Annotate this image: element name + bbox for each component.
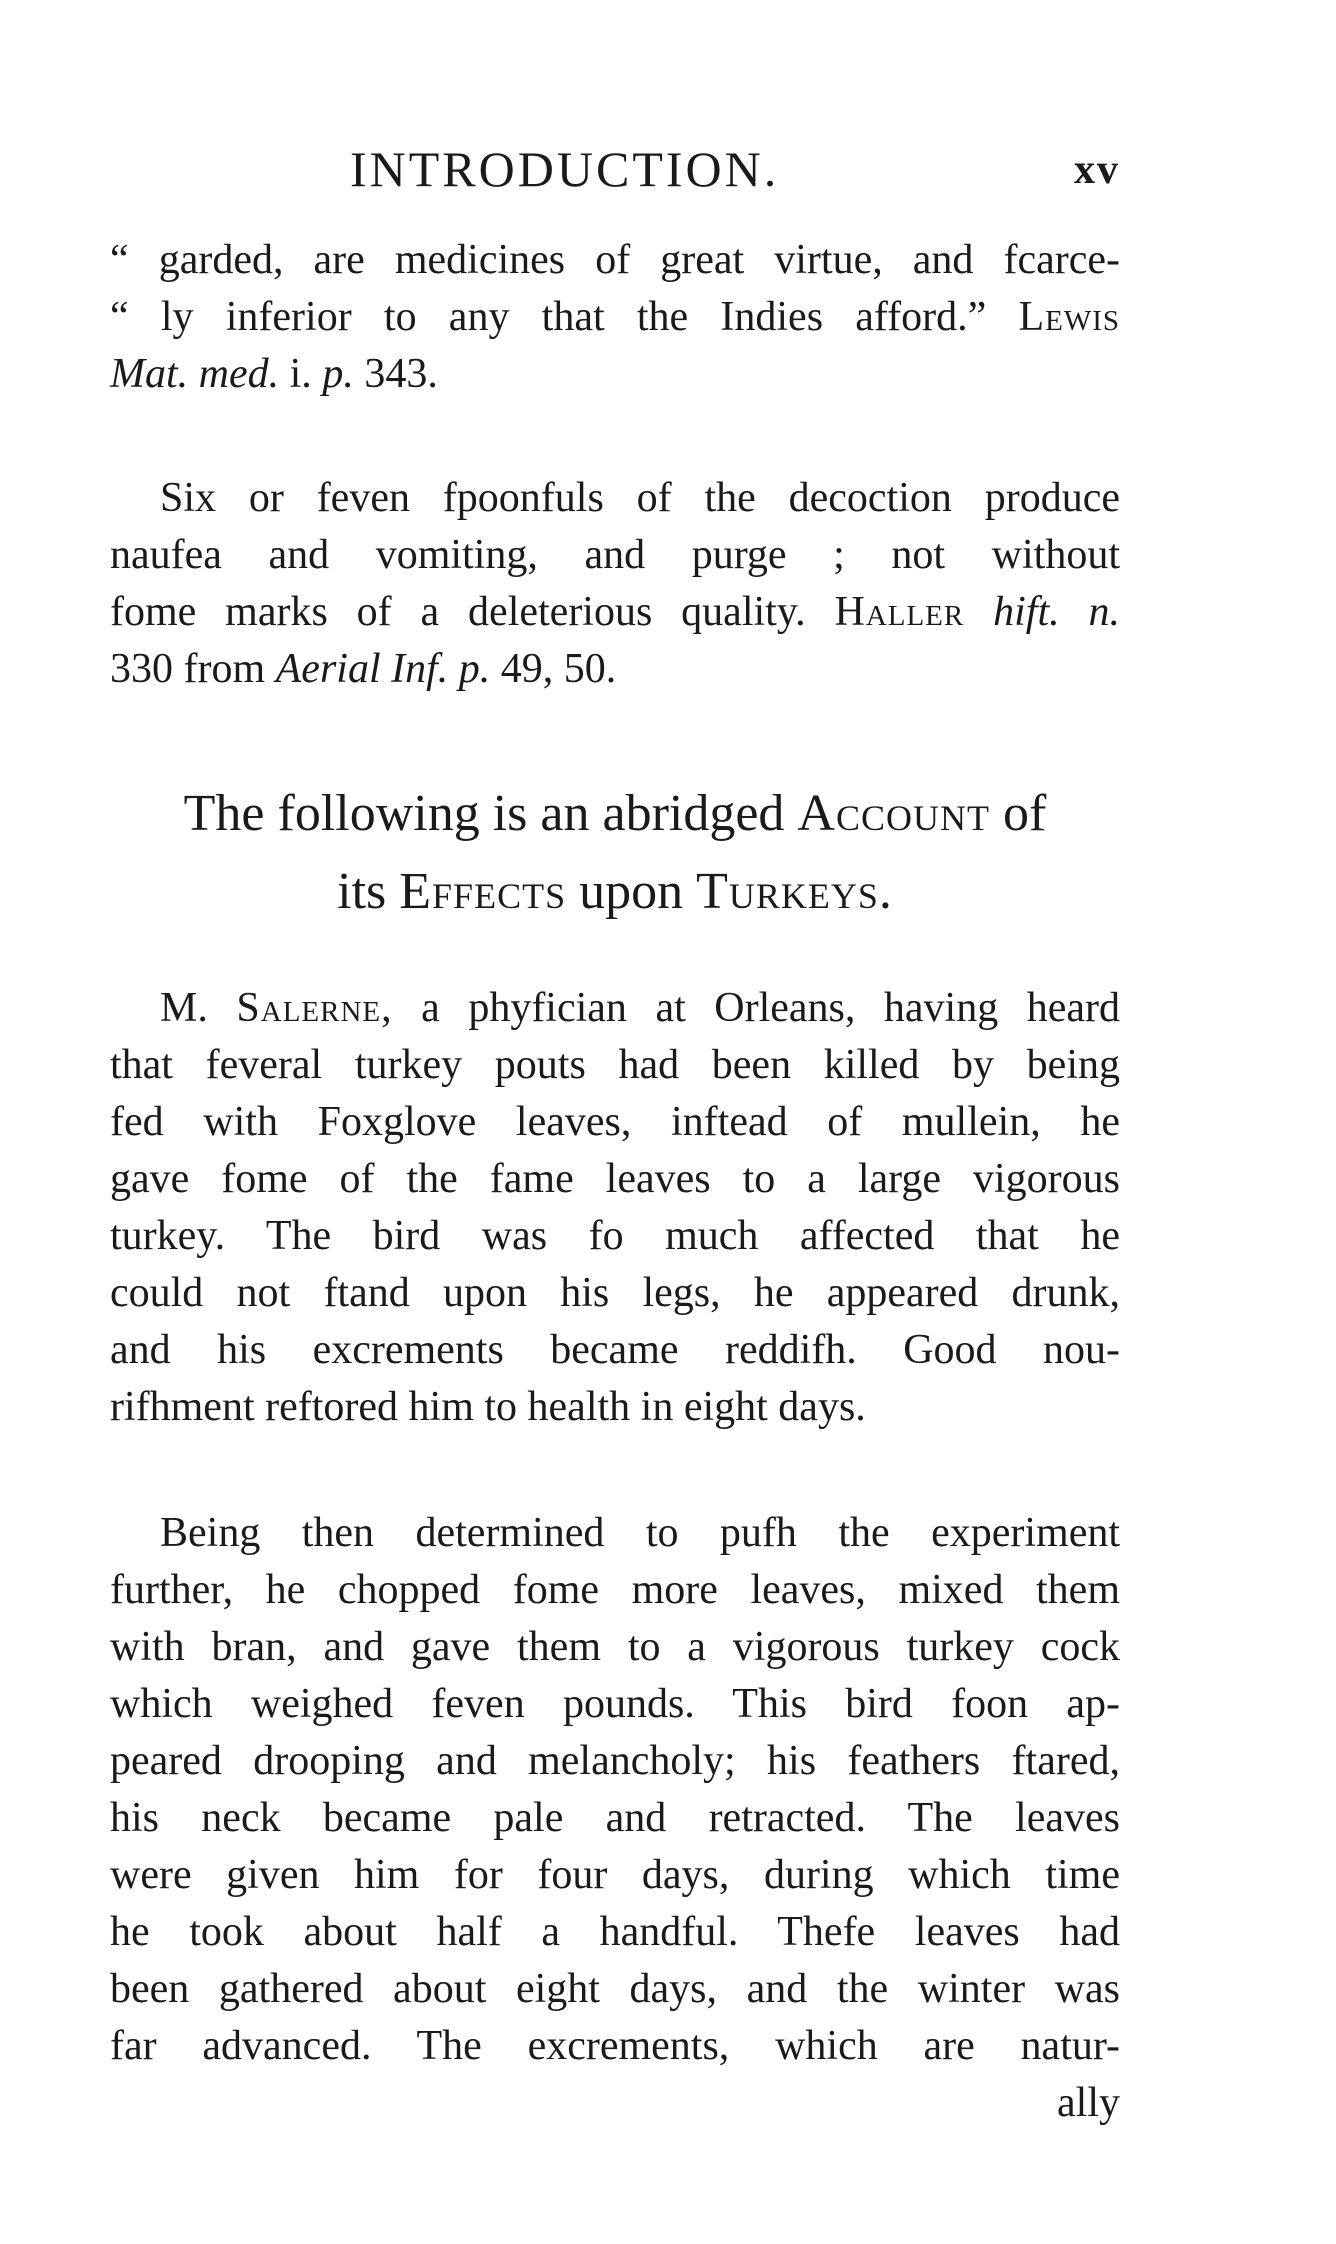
- running-header: [110, 140, 1120, 200]
- heading-turkeys: Turkeys.: [696, 863, 893, 920]
- paragraph1-line-4-start: 330 from: [110, 646, 266, 692]
- paragraph3-line-8: he took about half a handful. Thefe leaves had: [110, 1909, 1120, 1955]
- paragraph1-line-3: [110, 584, 1120, 641]
- paragraph1-author: Haller: [834, 589, 965, 635]
- quotation-paragraph: [110, 232, 1120, 403]
- quote-author: Lewis: [1018, 294, 1121, 340]
- heading-account: Account: [797, 785, 990, 842]
- paragraph-decoction: [110, 470, 1120, 698]
- section-heading: [110, 775, 1120, 931]
- heading-line-1-start: The following is an abridged: [183, 785, 785, 842]
- paragraph2-line-2: that feveral turkey pouts had been killed by being: [110, 1042, 1120, 1088]
- paragraph-salerne: [110, 980, 1120, 1436]
- paragraph2-line-6: could not ftand upon his legs, he appeared drunk,: [110, 1270, 1120, 1316]
- paragraph3-line-7: were given him for four days, during which time: [110, 1852, 1120, 1898]
- paragraph-experiment: [110, 1505, 1120, 2132]
- paragraph2-line-7: and his excrements became reddifh. Good nou-: [110, 1327, 1120, 1373]
- paragraph3-line-3: with bran, and gave them to a vigorous turkey cock: [110, 1624, 1120, 1670]
- paragraph3-line-2: further, he chopped fome more leaves, mixed them: [110, 1567, 1120, 1613]
- paragraph3-line-9: been gathered about eight days, and the winter was: [110, 1966, 1120, 2012]
- quote-page-abbrev: p.: [322, 351, 354, 397]
- quote-line-3: [110, 346, 1120, 403]
- paragraph2-m: M.: [160, 985, 208, 1031]
- paragraph2-line-1: [110, 980, 1120, 1037]
- running-title: INTRODUCTION.: [350, 141, 780, 197]
- quote-page-number: 343.: [364, 351, 438, 397]
- paragraph2-line-8: rifhment reftored him to health in eight days.: [110, 1384, 866, 1430]
- paragraph2-line-1-rest: a phyfician at Orleans, having heard: [421, 985, 1121, 1031]
- quote-line-1: “ garded, are medicines of great virtue, and fcarce-: [110, 237, 1120, 283]
- paragraph3-line-6: his neck became pale and retracted. The leaves: [110, 1795, 1120, 1841]
- paragraph2-line-4: gave fome of the fame leaves to a large vigorous: [110, 1156, 1120, 1202]
- paragraph1-pages: 49, 50.: [500, 646, 617, 692]
- heading-line-2: [110, 853, 1120, 931]
- paragraph2-line-3: fed with Foxglove leaves, inftead of mullein, he: [110, 1099, 1120, 1145]
- heading-upon: upon: [579, 863, 684, 920]
- quote-line-2: [110, 289, 1120, 346]
- paragraph3-line-4: which weighed feven pounds. This bird foon ap-: [110, 1681, 1120, 1727]
- paragraph1-line-2: naufea and vomiting, and purge ; not without: [110, 532, 1120, 578]
- paragraph1-ref: hift. n.: [993, 589, 1121, 635]
- heading-its: its: [337, 863, 387, 920]
- heading-line-1: [110, 775, 1120, 853]
- paragraph3-line-10: far advanced. The excrements, which are natur-: [110, 2023, 1120, 2069]
- paragraph3-line-5: peared drooping and melancholy; his feathers ftared,: [110, 1738, 1120, 1784]
- paragraph1-line-3-text: fome marks of a deleterious quality.: [110, 589, 806, 635]
- page-number: xv: [1074, 147, 1120, 193]
- paragraph2-line-5: turkey. The bird was fo much affected that he: [110, 1213, 1120, 1259]
- paragraph1-page-abbrev: p.: [458, 646, 491, 692]
- quote-source: Mat. med.: [110, 351, 280, 397]
- paragraph1-source: Aerial Inf.: [275, 646, 449, 692]
- quote-volume: i.: [289, 351, 312, 397]
- heading-line-1-end: of: [1002, 785, 1047, 842]
- paragraph1-line-4: [110, 641, 1120, 698]
- quote-line-2-text: “ ly inferior to any that the Indies afford.”: [110, 294, 987, 340]
- heading-effects: Effects: [399, 863, 567, 920]
- paragraph3-line-1: Being then determined to pufh the experiment: [160, 1510, 1120, 1556]
- paragraph2-name: Salerne,: [236, 985, 393, 1031]
- paragraph1-line-1: Six or feven fpoonfuls of the decoction produce: [160, 475, 1120, 521]
- catchword: ally: [1057, 2080, 1120, 2126]
